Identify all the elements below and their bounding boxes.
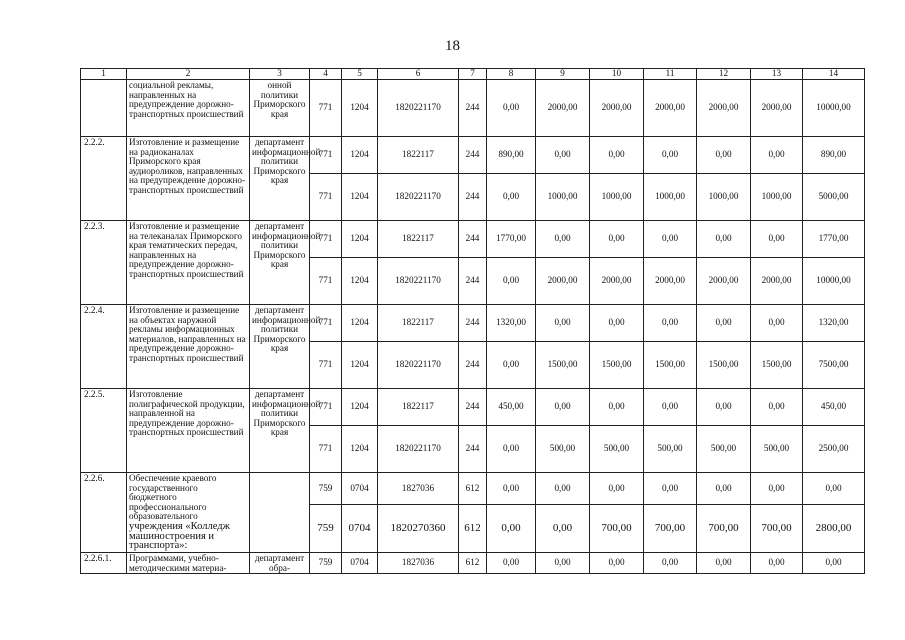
table-cell: 244 <box>459 258 487 305</box>
table-cell: 1204 <box>342 258 378 305</box>
table-cell: 1204 <box>342 342 378 389</box>
table-cell: 1500,00 <box>590 342 644 389</box>
table-cell: 0,00 <box>487 80 536 137</box>
table-cell: 1827036 <box>378 553 459 574</box>
table-cell: 10000,00 <box>803 258 865 305</box>
table-cell: 1204 <box>342 426 378 473</box>
table-cell: 1000,00 <box>697 174 751 221</box>
table-cell: 0704 <box>342 473 378 505</box>
table-cell: 1204 <box>342 221 378 258</box>
responsible-department <box>250 473 310 553</box>
table-cell: 1500,00 <box>697 342 751 389</box>
table-cell: 0,00 <box>644 137 697 174</box>
table-cell: 244 <box>459 221 487 258</box>
table-cell: 612 <box>459 553 487 574</box>
responsible-department: департамент обра- <box>250 553 310 574</box>
table-cell: 1820270360 <box>378 505 459 553</box>
table-cell: 0,00 <box>751 221 803 258</box>
page-number: 18 <box>445 38 460 54</box>
table-cell: 2000,00 <box>697 258 751 305</box>
table-cell: 244 <box>459 137 487 174</box>
item-description: социальной рекламы, направленных на предупреждение дорожно-транспортных происшествий <box>127 80 250 137</box>
responsible-department: департамент информационной политики Приморского края <box>250 137 310 221</box>
table-cell: 1820221170 <box>378 174 459 221</box>
item-description-line: машиностроения и транспорта»: <box>129 530 215 552</box>
table-cell: 771 <box>310 174 342 221</box>
table-cell: 0,00 <box>590 221 644 258</box>
table-cell: 759 <box>310 473 342 505</box>
responsible-department: департамент информационной политики Приморского края <box>250 305 310 389</box>
table-cell: 612 <box>459 473 487 505</box>
table-cell: 2000,00 <box>590 80 644 137</box>
table-cell: 2000,00 <box>590 258 644 305</box>
table-cell: 1822117 <box>378 137 459 174</box>
table-cell: 0,00 <box>644 389 697 426</box>
table-cell: 0,00 <box>536 137 590 174</box>
table-cell: 0,00 <box>803 553 865 574</box>
table-cell: 2000,00 <box>751 258 803 305</box>
table-cell: 1820221170 <box>378 80 459 137</box>
table-cell: 0,00 <box>536 221 590 258</box>
table-cell: 1204 <box>342 137 378 174</box>
table-cell: 2000,00 <box>644 258 697 305</box>
table-cell: 10000,00 <box>803 80 865 137</box>
table-cell: 2000,00 <box>536 258 590 305</box>
table-cell: 244 <box>459 174 487 221</box>
table-cell: 1820221170 <box>378 258 459 305</box>
item-description <box>127 473 250 553</box>
col-header: 13 <box>751 69 803 80</box>
table-cell: 2000,00 <box>536 80 590 137</box>
table-cell: 1500,00 <box>751 342 803 389</box>
table-cell: 612 <box>459 505 487 553</box>
table-cell: 0,00 <box>751 473 803 505</box>
col-header: 8 <box>487 69 536 80</box>
table-row <box>81 305 865 342</box>
item-code: 2.2.5. <box>81 389 127 473</box>
table-cell: 890,00 <box>487 137 536 174</box>
responsible-department: онной политики Приморского края <box>250 80 310 137</box>
table-cell: 771 <box>310 80 342 137</box>
table-cell: 1820221170 <box>378 426 459 473</box>
col-header: 3 <box>250 69 310 80</box>
table-cell: 500,00 <box>751 426 803 473</box>
table-cell: 0,00 <box>803 473 865 505</box>
table-cell: 1000,00 <box>536 174 590 221</box>
table-cell: 0,00 <box>697 473 751 505</box>
table-row <box>81 221 865 258</box>
col-header: 4 <box>310 69 342 80</box>
table-cell: 0,00 <box>697 137 751 174</box>
item-description: Изготовление и размещение на телеканалах Приморского края тематических передач, направленных на предупреждение дорожно-транспортных происшествий <box>127 221 250 305</box>
table-cell: 1770,00 <box>487 221 536 258</box>
col-header: 12 <box>697 69 751 80</box>
table-cell: 700,00 <box>751 505 803 553</box>
table-cell: 1770,00 <box>803 221 865 258</box>
table-cell: 0704 <box>342 553 378 574</box>
table-row <box>81 137 865 174</box>
table-cell: 0,00 <box>487 553 536 574</box>
item-code: 2.2.3. <box>81 221 127 305</box>
column-numbers-row <box>81 69 865 80</box>
item-description: Изготовление полиграфической продукции, направленной на предупреждение дорожно-транспортных происшествий <box>127 389 250 473</box>
table-cell: 1204 <box>342 174 378 221</box>
table-cell: 1822117 <box>378 305 459 342</box>
table-cell: 0,00 <box>697 389 751 426</box>
table-cell: 500,00 <box>590 426 644 473</box>
table-cell: 500,00 <box>697 426 751 473</box>
item-description-line: Обеспечение краевого государственного бюджетного профессионального образовательного <box>129 473 217 522</box>
table-cell: 890,00 <box>803 137 865 174</box>
table-cell: 771 <box>310 342 342 389</box>
table-cell: 1827036 <box>378 473 459 505</box>
table-cell: 0704 <box>342 505 378 553</box>
table-cell: 771 <box>310 137 342 174</box>
table-cell: 0,00 <box>487 174 536 221</box>
table-cell: 1204 <box>342 389 378 426</box>
table-cell: 244 <box>459 305 487 342</box>
table-cell: 1000,00 <box>644 174 697 221</box>
table-cell: 2500,00 <box>803 426 865 473</box>
col-header: 2 <box>127 69 250 80</box>
col-header: 9 <box>536 69 590 80</box>
table-cell: 1000,00 <box>590 174 644 221</box>
table-cell: 2800,00 <box>803 505 865 553</box>
table-cell: 1320,00 <box>803 305 865 342</box>
item-code: 2.2.6.1. <box>81 553 127 574</box>
table-row <box>81 80 865 137</box>
table-cell: 0,00 <box>487 505 536 553</box>
table-cell: 1820221170 <box>378 342 459 389</box>
table-cell: 0,00 <box>536 389 590 426</box>
table-cell: 0,00 <box>590 305 644 342</box>
table-cell: 0,00 <box>644 221 697 258</box>
col-header: 10 <box>590 69 644 80</box>
item-code: 2.2.6. <box>81 473 127 553</box>
table-cell: 0,00 <box>697 221 751 258</box>
table-cell: 0,00 <box>536 553 590 574</box>
table-cell: 771 <box>310 305 342 342</box>
table-cell: 0,00 <box>697 305 751 342</box>
col-header: 7 <box>459 69 487 80</box>
table-cell: 2000,00 <box>697 80 751 137</box>
responsible-department: департамент информационной политики Приморского края <box>250 389 310 473</box>
budget-table <box>80 68 865 574</box>
table-cell: 450,00 <box>487 389 536 426</box>
table-cell: 771 <box>310 426 342 473</box>
table-cell: 244 <box>459 342 487 389</box>
table-cell: 0,00 <box>590 389 644 426</box>
table-cell: 771 <box>310 258 342 305</box>
table-cell: 0,00 <box>487 426 536 473</box>
table-cell: 0,00 <box>751 389 803 426</box>
item-description: Программами, учебно-методическими материа- <box>127 553 250 574</box>
table-cell: 244 <box>459 426 487 473</box>
table-cell: 0,00 <box>590 473 644 505</box>
table-cell: 1204 <box>342 305 378 342</box>
table-cell: 0,00 <box>644 473 697 505</box>
table-cell: 1822117 <box>378 221 459 258</box>
col-header: 1 <box>81 69 127 80</box>
table-cell: 0,00 <box>487 258 536 305</box>
table-cell: 0,00 <box>590 137 644 174</box>
item-description-line: учреждения «Колледж <box>129 520 230 532</box>
table-cell: 0,00 <box>751 553 803 574</box>
table-cell: 0,00 <box>697 553 751 574</box>
table-cell: 0,00 <box>644 305 697 342</box>
table-cell: 0,00 <box>487 342 536 389</box>
table-cell: 759 <box>310 505 342 553</box>
table-cell: 500,00 <box>536 426 590 473</box>
table-cell: 0,00 <box>487 473 536 505</box>
table-cell: 0,00 <box>751 305 803 342</box>
table-cell: 0,00 <box>536 305 590 342</box>
table-cell: 0,00 <box>536 473 590 505</box>
table-cell: 0,00 <box>590 553 644 574</box>
table-cell: 244 <box>459 80 487 137</box>
table-cell: 0,00 <box>644 553 697 574</box>
table-cell: 1500,00 <box>536 342 590 389</box>
table-cell: 1500,00 <box>644 342 697 389</box>
table-cell: 7500,00 <box>803 342 865 389</box>
col-header: 14 <box>803 69 865 80</box>
responsible-department: департамент информационной политики Приморского края <box>250 221 310 305</box>
table-cell: 500,00 <box>644 426 697 473</box>
table-row <box>81 473 865 505</box>
item-code: 2.2.4. <box>81 305 127 389</box>
col-header: 11 <box>644 69 697 80</box>
item-description: Изготовление и размещение на радиоканалах Приморского края аудиороликов, направленных на предупреждение дорожно-транспортных происшествий <box>127 137 250 221</box>
table-cell: 771 <box>310 389 342 426</box>
table-cell: 244 <box>459 389 487 426</box>
table-cell: 5000,00 <box>803 174 865 221</box>
table-row <box>81 553 865 574</box>
table-cell: 1822117 <box>378 389 459 426</box>
table-cell: 0,00 <box>751 137 803 174</box>
table-cell: 450,00 <box>803 389 865 426</box>
item-code: 2.2.2. <box>81 137 127 221</box>
table-cell: 700,00 <box>697 505 751 553</box>
table-row <box>81 389 865 426</box>
table-cell: 2000,00 <box>644 80 697 137</box>
table-cell: 1320,00 <box>487 305 536 342</box>
item-code <box>81 80 127 137</box>
col-header: 5 <box>342 69 378 80</box>
table-cell: 771 <box>310 221 342 258</box>
table-cell: 700,00 <box>590 505 644 553</box>
table-cell: 1000,00 <box>751 174 803 221</box>
table-cell: 1204 <box>342 80 378 137</box>
table-cell: 759 <box>310 553 342 574</box>
col-header: 6 <box>378 69 459 80</box>
item-description: Изготовление и размещение на объектах наружной рекламы информационных материалов, направленных на предупреждение дорожно-транспортных происшествий <box>127 305 250 389</box>
table-cell: 2000,00 <box>751 80 803 137</box>
table-cell: 0,00 <box>536 505 590 553</box>
table-cell: 700,00 <box>644 505 697 553</box>
